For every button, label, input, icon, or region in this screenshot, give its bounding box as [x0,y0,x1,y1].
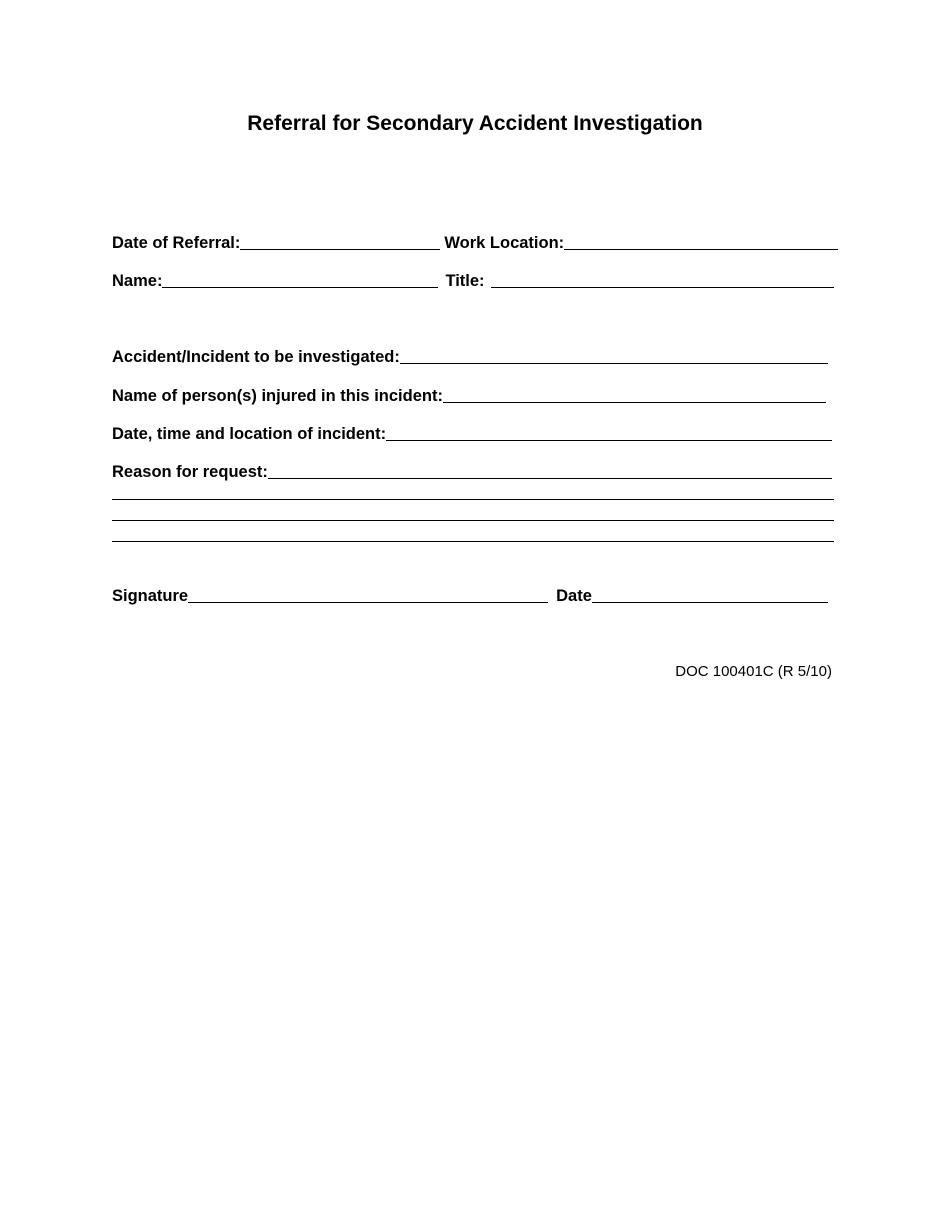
name-label: Name: [112,272,163,290]
persons-injured-field[interactable] [443,385,826,403]
reason-continuation-line-3[interactable] [112,541,834,542]
date-time-location-label: Date, time and location of incident: [112,425,387,443]
signature-field[interactable] [188,585,548,603]
work-location-field[interactable] [564,232,838,250]
row-persons-injured [112,384,826,406]
accident-incident-label: Accident/Incident to be investigated: [112,348,400,366]
row-referral-location [112,231,838,253]
row-reason [112,460,832,482]
reason-label: Reason for request: [112,463,268,481]
date-of-referral-label: Date of Referral: [112,234,241,252]
signature-label: Signature [112,587,189,605]
form-title: Referral for Secondary Accident Investigation [247,112,703,135]
date-time-location-field[interactable] [386,423,832,441]
date-field[interactable] [592,585,828,603]
title-label: Title: [445,272,485,290]
row-signature-date [112,584,828,606]
reason-field[interactable] [268,461,832,479]
work-location-label: Work Location: [444,234,565,252]
row-date-time-location [112,422,832,444]
reason-continuation-line-2[interactable] [112,520,834,521]
title-field[interactable] [491,270,834,288]
reason-continuation-line-1[interactable] [112,499,834,500]
persons-injured-label: Name of person(s) injured in this incident: [112,387,443,405]
row-accident-incident [112,345,828,367]
date-label: Date [556,587,592,605]
date-of-referral-field[interactable] [240,232,440,250]
accident-incident-field[interactable] [400,346,828,364]
document-number: DOC 100401C (R 5/10) [675,663,832,680]
row-name-title [112,269,834,291]
name-field[interactable] [162,270,438,288]
